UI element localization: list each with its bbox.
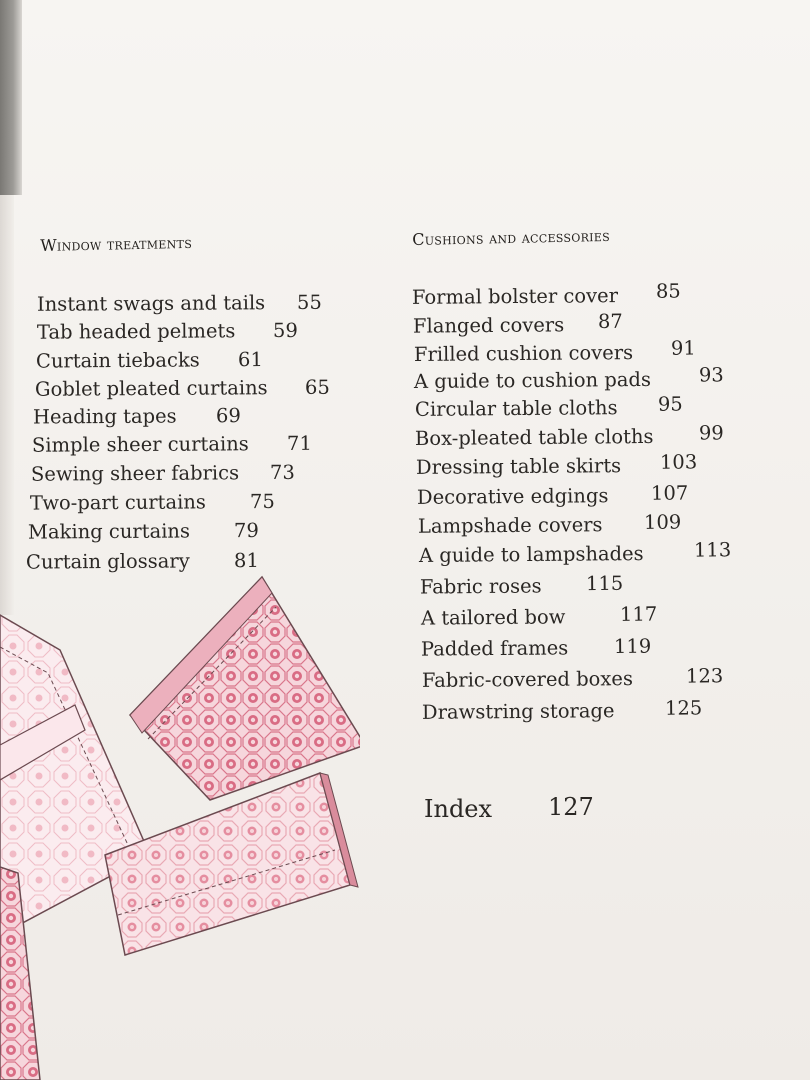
toc-entry-page: 99 (698, 421, 724, 445)
toc-entry (421, 696, 703, 724)
toc-entry-title: A tailored bow (420, 605, 566, 630)
toc-entry (35, 347, 263, 373)
toc-entry-page: 81 (233, 548, 259, 573)
toc-entry-page: 61 (237, 347, 263, 372)
toc-entry-index (424, 793, 594, 823)
toc-entry (36, 318, 298, 344)
toc-entry (415, 450, 698, 479)
toc-entry (27, 518, 259, 544)
section-heading-cushions-accessories: cushions and accessories (412, 225, 611, 249)
fabric-panel-front (105, 773, 358, 955)
toc-entry-title: Circular table cloths (414, 396, 618, 421)
toc-entry-page: 91 (670, 336, 696, 360)
toc-entry-page: 95 (657, 392, 683, 416)
toc-entry-title: Box-pleated table cloths (414, 424, 654, 451)
toc-entry-title: Formal bolster cover (411, 284, 619, 309)
toc-entry (413, 336, 696, 366)
toc-entry (420, 602, 658, 630)
toc-entry-title: Sewing sheer fabrics (30, 461, 240, 486)
toc-entry-page: 55 (296, 290, 322, 314)
toc-entry-page: 123 (685, 664, 724, 688)
index-page: 127 (548, 793, 594, 821)
toc-entry-page: 79 (233, 518, 259, 543)
toc-entry-title: Curtain glossary (25, 549, 190, 574)
toc-entry-page: 115 (585, 571, 624, 596)
toc-entry-title: Heading tapes (32, 404, 177, 429)
toc-entry (417, 510, 682, 538)
toc-entry (31, 431, 312, 457)
toc-entry-title: Drawstring storage (421, 699, 615, 724)
toc-entry-page: 65 (304, 375, 330, 399)
toc-entry-title: Fabric-covered boxes (421, 667, 634, 692)
toc-entry-title: Curtain tiebacks (35, 348, 200, 373)
toc-entry-title: Making curtains (27, 519, 191, 544)
toc-entry-title: Simple sheer curtains (31, 432, 249, 457)
toc-entry-title: Flanged covers (412, 313, 565, 338)
book-spine-shadow (0, 0, 22, 195)
toc-entry (416, 481, 689, 509)
toc-entry-page: 125 (664, 696, 703, 720)
toc-entry-page: 103 (659, 450, 698, 474)
toc-entry (419, 571, 624, 599)
toc-entry-title: Frilled cushion covers (413, 341, 634, 366)
toc-entry (413, 363, 724, 394)
toc-entry-page: 71 (286, 431, 312, 455)
fabric-panel-top (130, 577, 360, 800)
toc-entry (412, 309, 623, 338)
toc-entry-page: 93 (698, 363, 724, 387)
toc-entry-title: Instant swags and tails (36, 291, 266, 316)
toc-entry-title: A guide to lampshades (418, 542, 644, 567)
toc-entry-page: 119 (613, 634, 652, 658)
toc-entry (34, 375, 330, 401)
toc-entry-page: 69 (215, 404, 241, 428)
toc-entry-page: 87 (597, 309, 623, 334)
toc-entry-page: 59 (272, 318, 298, 343)
toc-entry-title: Lampshade covers (417, 513, 603, 538)
toc-entry-title: Dressing table skirts (415, 454, 622, 479)
toc-entry-page: 85 (655, 279, 681, 303)
toc-entry-page: 73 (269, 460, 295, 485)
toc-entry-page: 109 (643, 510, 682, 534)
toc-entry-page: 113 (693, 538, 732, 562)
index-title: Index (424, 795, 493, 823)
toc-entry (418, 538, 732, 567)
toc-entry-title: Goblet pleated curtains (34, 376, 268, 401)
page-gutter (0, 195, 14, 615)
toc-entry-title: A guide to cushion pads (413, 367, 652, 394)
toc-entry-title: Fabric roses (419, 574, 542, 599)
toc-entry-title: Decorative edgings (416, 484, 609, 509)
toc-entry-title: Padded frames (420, 636, 569, 661)
toc-entry (414, 392, 683, 421)
toc-entry-title: Tab headed pelmets (36, 319, 236, 344)
toc-entry-page: 117 (619, 602, 658, 626)
toc-entry (421, 664, 724, 692)
toc-entry (32, 404, 241, 429)
toc-entry-page: 75 (249, 489, 275, 514)
toc-entry (29, 489, 275, 515)
toc-entry (414, 421, 724, 451)
toc-entry-page: 107 (650, 481, 689, 505)
toc-entry-title: Two-part curtains (29, 490, 206, 515)
fabric-swatches-icon (0, 555, 360, 1080)
toc-entry (30, 460, 295, 486)
section-heading-window-treatments: Window treatments (40, 232, 193, 255)
toc-entry (420, 634, 652, 661)
toc-entry (36, 290, 322, 316)
toc-entry (411, 279, 681, 309)
